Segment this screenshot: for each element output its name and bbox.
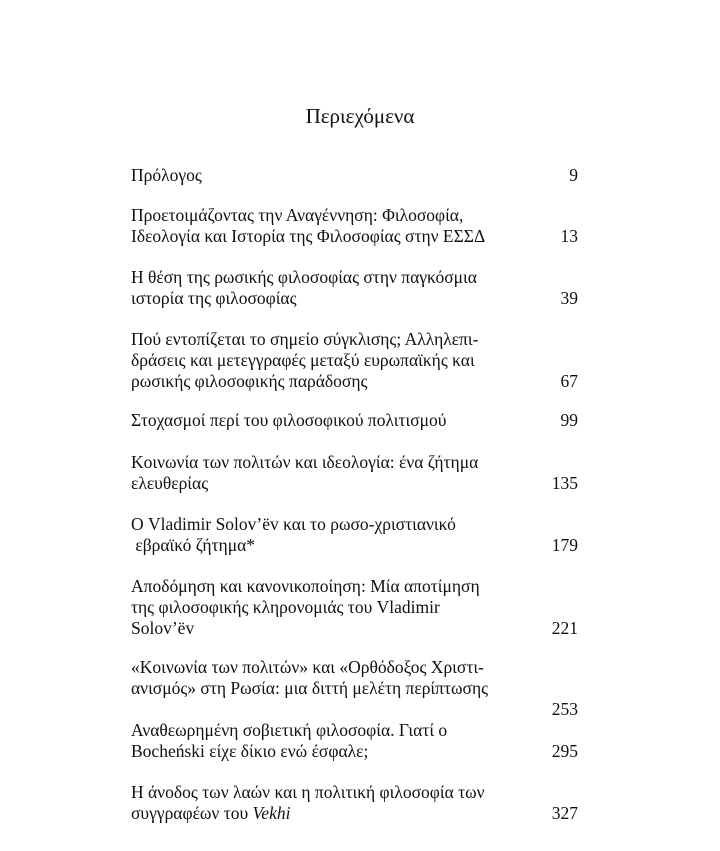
page-number: 327: [551, 803, 578, 823]
page-number: 221: [551, 618, 578, 638]
entry-title-line: ανισμός» στη Ρωσία: μια διττή μελέτη περίπτωσης: [131, 678, 489, 698]
entry-title-line: Solov’ëv: [131, 618, 195, 638]
entry-title-line: ρωσικής φιλοσοφικής παράδοσης: [131, 371, 368, 391]
entry-title-text: συγγραφέων του: [131, 803, 253, 823]
toc-entry: [131, 410, 578, 431]
toc-entry: [131, 267, 578, 309]
entry-title-line: «Κοινωνία των πολιτών» και «Ορθόδοξος Χριστι-: [131, 657, 484, 677]
entry-title-line: Στοχασμοί περί του φιλοσοφικού πολιτισμού: [131, 410, 447, 430]
toc-entry: [131, 576, 578, 639]
entry-title-line: Πρόλογος: [131, 165, 202, 185]
entry-title-line: Προετοιμάζοντας την Αναγέννηση: Φιλοσοφία,: [131, 205, 464, 225]
page-number: 99: [560, 410, 578, 430]
entry-title-line: Αποδόμηση και κανονικοποίηση: Μία αποτίμηση: [131, 576, 480, 596]
entry-title-line: της φιλοσοφικής κληρονομιάς του Vladimir: [131, 597, 440, 617]
entry-title-line: Bocheński είχε δίκιο ενώ έσφαλε;: [131, 741, 369, 761]
entry-title-line: Κοινωνία των πολιτών και ιδεολογία: ένα ζήτημα: [131, 452, 479, 472]
entry-title-italic: Vekhi: [252, 803, 291, 823]
entry-title-line: Ο Vladimir Solov’ëv και το ρωσο-χριστιανικό: [131, 514, 456, 534]
page-number: 13: [560, 226, 578, 246]
toc-entry: [131, 205, 578, 247]
toc-entry: [131, 452, 578, 494]
entry-title-line: Ιδεολογία και Ιστορία της Φιλοσοφίας στην ΕΣΣΔ: [131, 226, 486, 246]
entry-title-line: δράσεις και μετεγγραφές μεταξύ ευρωπαϊκής και: [131, 350, 475, 370]
entry-title-line: Η θέση της ρωσικής φιλοσοφίας στην παγκόσμια: [131, 267, 477, 287]
entry-title-line: Αναθεωρημένη σοβιετική φιλοσοφία. Γιατί ο: [131, 720, 448, 740]
page-number: 67: [560, 371, 578, 391]
entry-title-line: ελευθερίας: [131, 473, 209, 493]
toc-entry: [131, 720, 578, 762]
page-number: 179: [551, 535, 578, 555]
entry-title-line: Πού εντοπίζεται το σημείο σύγκλισης; Αλληλεπι-: [131, 329, 479, 349]
page-number: 295: [551, 741, 578, 761]
toc-entry-prologue: [131, 165, 578, 186]
entry-title-line: Η άνοδος των λαών και η πολιτική φιλοσοφία των: [131, 782, 485, 802]
page-title: Περιεχόμενα: [305, 104, 415, 128]
page-number: 39: [560, 288, 578, 308]
entry-title-line: ιστορία της φιλοσοφίας: [131, 288, 297, 308]
toc-entry: [131, 514, 578, 556]
toc-entry: [131, 782, 578, 824]
entry-title-line: εβραϊκό ζήτημα*: [131, 535, 255, 555]
toc-entry: [131, 329, 578, 392]
page-number: 253: [551, 699, 578, 719]
page-number: 135: [551, 473, 578, 493]
toc-entry: [131, 657, 578, 719]
entry-title-line: [131, 803, 578, 824]
page-number: 9: [569, 165, 578, 185]
